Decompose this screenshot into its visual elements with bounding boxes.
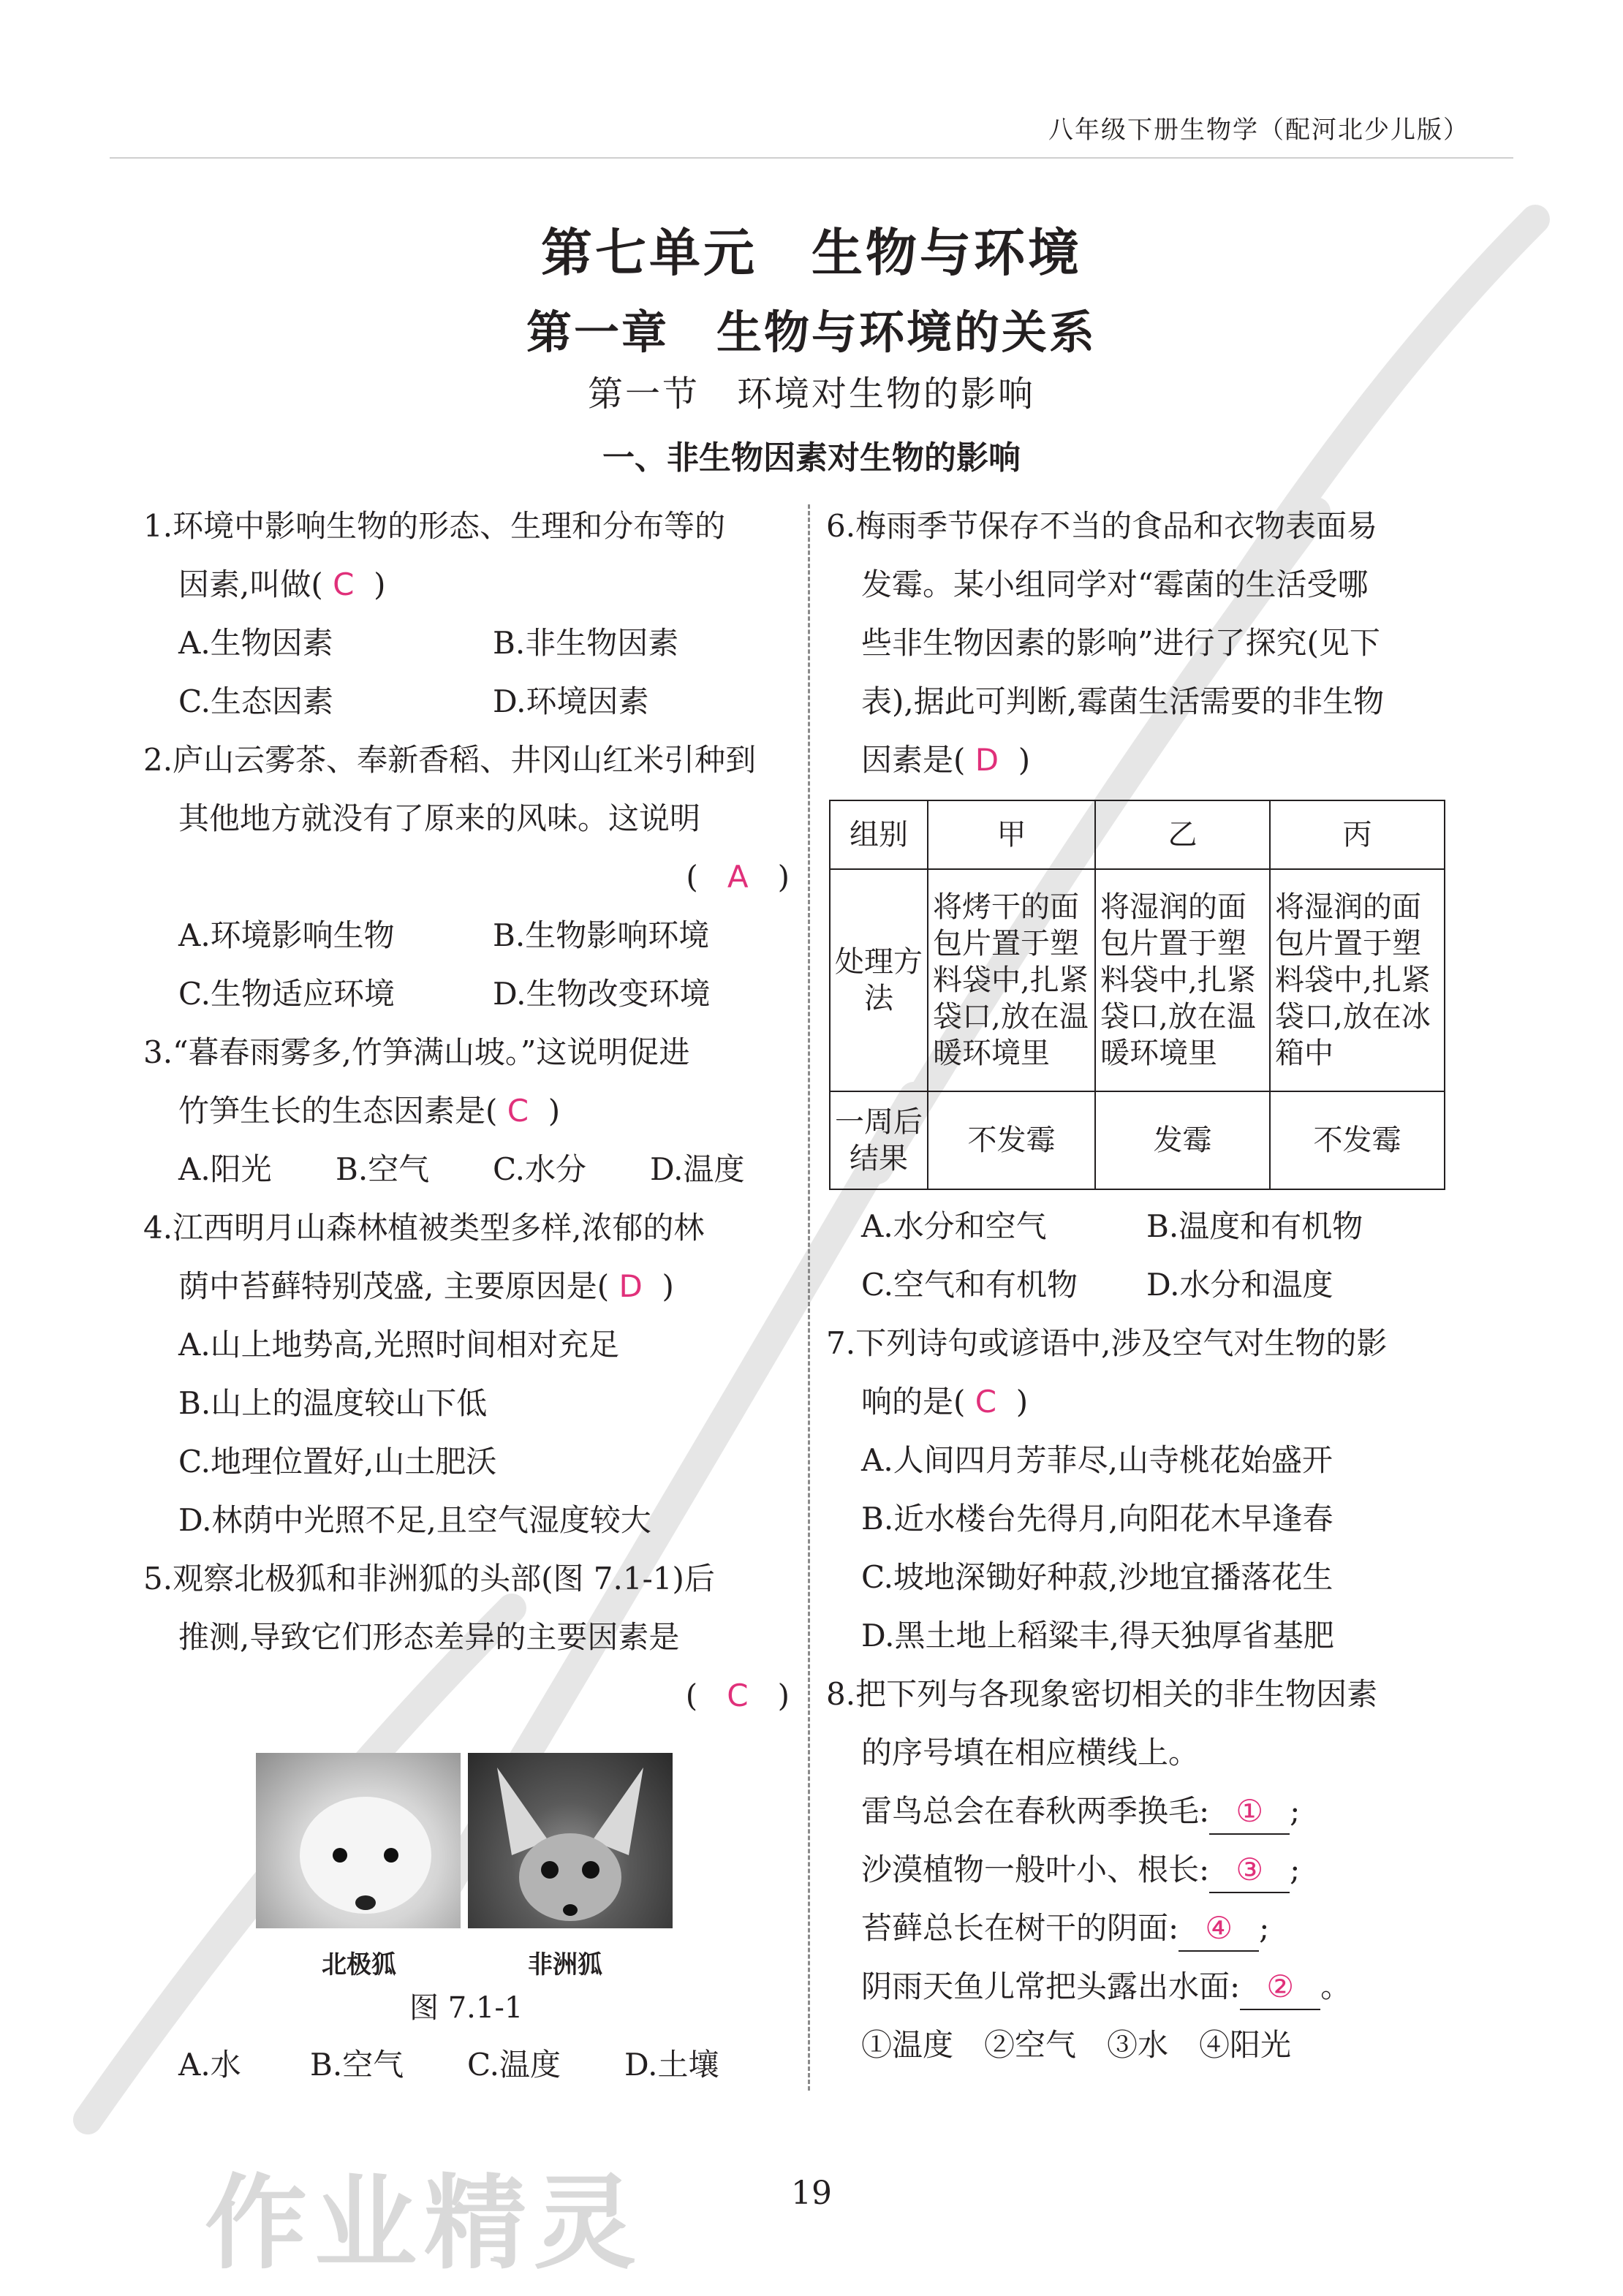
q4-stem: 4.江西明月山森林植被类型多样,浓郁的林	[143, 1210, 705, 1246]
q7-close: )	[1015, 1384, 1029, 1420]
q5-option-a: A.水	[178, 2047, 241, 2083]
q3-answer: C	[507, 1093, 529, 1129]
q7-option-a: A.人间四月芳菲尽,山寺桃花始盛开	[861, 1442, 1333, 1478]
q7-stem-cont: 响的是(	[861, 1384, 966, 1420]
table-cell: 将湿润的面包片置于塑料袋中,扎紧袋口,放在温暖环境里	[1095, 869, 1270, 1091]
q8-blank-4[interactable]: ②	[1240, 1965, 1320, 2010]
q3-stem: 3.“暮春雨雾多,竹笋满山坡。”这说明促进	[143, 1034, 690, 1070]
table-row-label-result: 一周后结果	[830, 1091, 928, 1189]
q6-answer: D	[975, 742, 999, 778]
q8-choices: ①温度 ②空气 ③水 ④阳光	[861, 2027, 1292, 2063]
q6-stem-2: 发霉。某小组同学对“霉菌的生活受哪	[861, 567, 1369, 602]
arctic-fox-face-icon	[256, 1753, 461, 1928]
table-cell: 将湿润的面包片置于塑料袋中,扎紧袋口,放在冰箱中	[1270, 869, 1445, 1091]
section-title: 第一节 环境对生物的影响	[587, 374, 1035, 414]
subsection-title: 一、非生物因素对生物的影响	[602, 439, 1021, 477]
column-divider	[808, 504, 810, 2091]
header-divider	[110, 157, 1513, 159]
q1-option-d: D.环境因素	[493, 683, 649, 719]
fennec-fox-label: 非洲狐	[528, 1950, 602, 1979]
experiment-table	[829, 800, 1445, 1190]
table-header-yi: 乙	[1095, 800, 1270, 869]
q3-option-d: D.温度	[650, 1151, 745, 1187]
q3-stem-cont: 竹笋生长的生态因素是(	[178, 1093, 498, 1129]
q5-option-c: C.温度	[467, 2047, 561, 2083]
right-column	[826, 497, 1484, 2075]
fennec-fox-photo	[468, 1753, 673, 1928]
q2-option-b: B.生物影响环境	[493, 917, 710, 953]
q3-close: )	[548, 1093, 561, 1129]
q2-option-a: A.环境影响生物	[178, 917, 395, 953]
left-column	[143, 497, 794, 1725]
q3-option-a: A.阳光	[178, 1151, 272, 1187]
q7-option-d: D.黑土地上稻粱丰,得天独厚省基肥	[861, 1618, 1334, 1653]
q6-stem-4: 表),据此可判断,霉菌生活需要的非生物	[861, 683, 1385, 719]
q2-answer: A	[727, 859, 749, 895]
q4-close: )	[662, 1268, 674, 1304]
q8-item-1: 雷鸟总会在春秋两季换毛:	[861, 1793, 1210, 1829]
q6-option-c: C.空气和有机物	[861, 1267, 1078, 1303]
q5-answer: C	[727, 1678, 749, 1713]
table-cell: 不发霉	[928, 1091, 1095, 1189]
table-header-bing: 丙	[1270, 800, 1445, 869]
question-8	[826, 1665, 1484, 2075]
q4-option-b: B.山上的温度较山下低	[178, 1385, 488, 1421]
q8-end-3: ;	[1259, 1910, 1270, 1946]
table-row	[830, 869, 1445, 1091]
q2-option-c: C.生物适应环境	[178, 976, 395, 1012]
page-number: 19	[791, 2175, 832, 2212]
q2-stem-cont: 其他地方就没有了原来的风味。这说明	[178, 800, 701, 836]
q1-option-c: C.生态因素	[178, 683, 333, 719]
figure-caption: 图 7.1-1	[409, 1991, 523, 2025]
q5-close: )	[777, 1678, 790, 1713]
q8-end-2: ;	[1290, 1852, 1301, 1887]
q7-option-c: C.坡地深锄好种菽,沙地宜播落花生	[861, 1559, 1333, 1595]
q1-answer: C	[333, 567, 355, 602]
arctic-fox-photo	[256, 1753, 461, 1928]
q1-close: )	[374, 567, 386, 602]
table-header-row	[830, 800, 1445, 869]
q5-stem-cont: 推测,导致它们形态差异的主要因素是	[178, 1619, 680, 1655]
q6-stem: 6.梅雨季节保存不当的食品和衣物表面易	[826, 508, 1378, 544]
q6-stem-3: 些非生物因素的影响”进行了探究(见下	[861, 625, 1380, 661]
table-header-jia: 甲	[928, 800, 1095, 869]
q3-option-c: C.水分	[493, 1151, 586, 1187]
q8-item-4: 阴雨天鱼儿常把头露出水面:	[861, 1969, 1241, 2004]
table-row	[830, 1091, 1445, 1189]
q8-stem: 8.把下列与各现象密切相关的非生物因素	[826, 1676, 1378, 1712]
q6-option-d: D.水分和温度	[1146, 1267, 1333, 1303]
question-5	[143, 1550, 794, 1725]
q7-option-b: B.近水楼台先得月,向阳花木早逢春	[861, 1501, 1333, 1537]
q6-option-b: B.温度和有机物	[1146, 1208, 1363, 1244]
question-3	[143, 1023, 794, 1199]
q5-option-b: B.空气	[310, 2047, 404, 2083]
q5-stem: 5.观察北极狐和非洲狐的头部(图 7.1-1)后	[143, 1561, 715, 1596]
q5-open: (	[685, 1678, 698, 1713]
q8-end-4: 。	[1320, 1969, 1352, 2004]
question-7	[826, 1314, 1484, 1665]
unit-title: 第七单元 生物与环境	[541, 223, 1082, 283]
q4-stem-cont: 荫中苔藓特别茂盛, 主要原因是(	[178, 1268, 610, 1304]
fennec-fox-face-icon	[468, 1753, 673, 1928]
q6-stem-5: 因素是(	[861, 742, 966, 778]
table-cell: 不发霉	[1270, 1091, 1445, 1189]
q8-stem-cont: 的序号填在相应横线上。	[861, 1735, 1200, 1770]
q4-option-d: D.林荫中光照不足,且空气湿度较大	[178, 1502, 651, 1538]
q8-item-2: 沙漠植物一般叶小、根长:	[861, 1852, 1210, 1887]
table-row-label-method: 处理方法	[830, 869, 928, 1091]
q8-blank-3[interactable]: ④	[1179, 1906, 1259, 1952]
q4-option-a: A.山上地势高,光照时间相对充足	[178, 1327, 620, 1363]
q4-option-c: C.地理位置好,山土肥沃	[178, 1444, 497, 1479]
q7-answer: C	[975, 1384, 997, 1420]
table-cell: 发霉	[1095, 1091, 1270, 1189]
q4-answer: D	[618, 1268, 643, 1304]
question-2	[143, 731, 794, 1023]
arctic-fox-label: 北极狐	[322, 1950, 396, 1979]
q8-item-3: 苔藓总长在树干的阴面:	[861, 1910, 1179, 1946]
q6-option-a: A.水分和空气	[861, 1208, 1047, 1244]
table-header-group: 组别	[830, 800, 928, 869]
q2-open: (	[686, 859, 698, 895]
q2-option-d: D.生物改变环境	[493, 976, 711, 1012]
question-6	[826, 497, 1484, 1314]
q8-end-1: ;	[1290, 1793, 1301, 1829]
q5-option-d: D.土壤	[624, 2047, 719, 2083]
watermark-logo: 作业精灵	[205, 2164, 644, 2284]
q8-blank-2[interactable]: ③	[1209, 1848, 1290, 1893]
q1-stem: 1.环境中影响生物的形态、生理和分布等的	[143, 508, 726, 544]
q1-option-b: B.非生物因素	[493, 625, 679, 661]
q1-stem-cont: 因素,叫做(	[178, 567, 323, 602]
question-4	[143, 1199, 794, 1550]
book-title: 八年级下册生物学（配河北少儿版）	[1048, 115, 1469, 145]
fox-photos	[256, 1753, 673, 1928]
q2-stem: 2.庐山云雾茶、奉新香稻、井冈山红米引种到	[143, 742, 757, 778]
table-cell: 将烤干的面包片置于塑料袋中,扎紧袋口,放在温暖环境里	[928, 869, 1095, 1091]
q3-option-b: B.空气	[336, 1151, 430, 1187]
q8-blank-1[interactable]: ①	[1209, 1789, 1290, 1835]
chapter-title: 第一章 生物与环境的关系	[526, 306, 1097, 359]
question-1	[143, 497, 794, 731]
q6-close: )	[1018, 742, 1031, 778]
q2-close: )	[777, 859, 790, 895]
q7-stem: 7.下列诗句或谚语中,涉及空气对生物的影	[826, 1325, 1388, 1361]
q1-option-a: A.生物因素	[178, 625, 333, 661]
